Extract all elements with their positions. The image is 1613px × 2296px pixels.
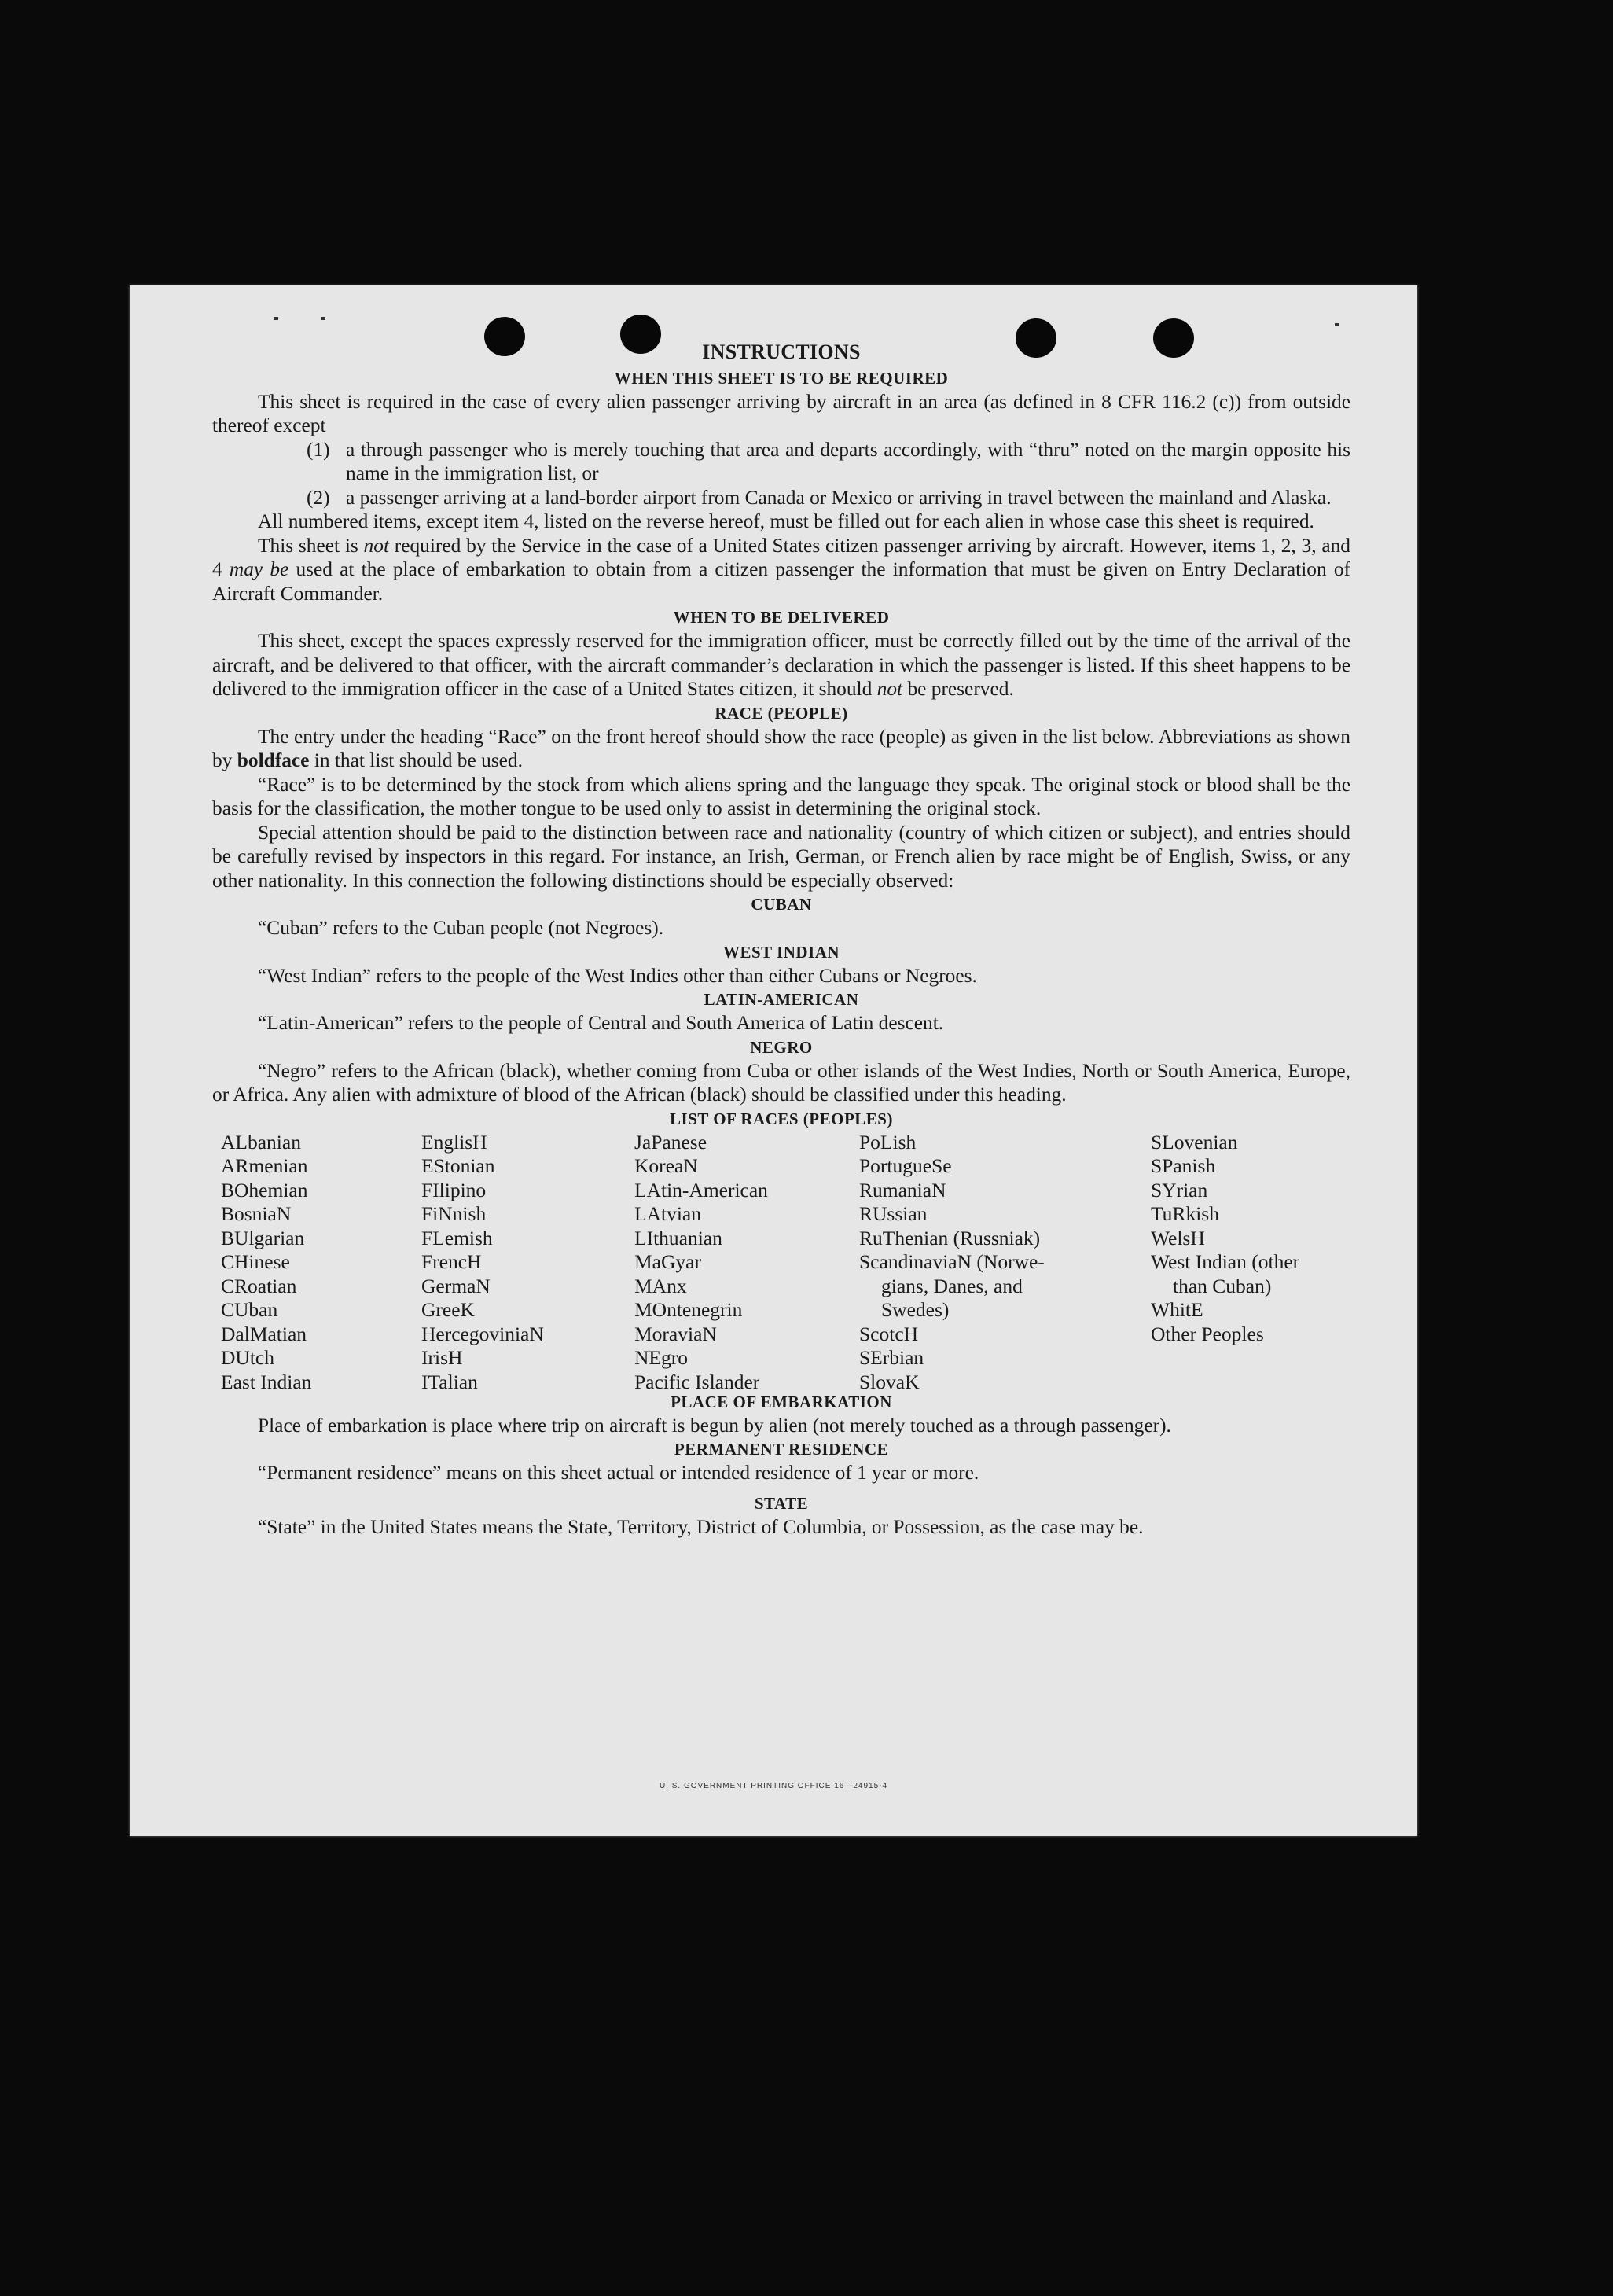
race-entry: FiNnish (421, 1202, 487, 1225)
race-entry: Other Peoples (1151, 1322, 1264, 1345)
section-heading: PLACE OF EMBARKATION (671, 1392, 892, 1411)
item-number: (2) (307, 486, 330, 509)
races-column (221, 1131, 311, 1395)
paragraph: “Permanent residence” means on this sheet actual or intended residence of 1 year or more. (258, 1462, 979, 1484)
race-entry: MaGyar (634, 1250, 701, 1273)
paragraph: “State” in the United States means the State, Territory, District of Columbia, or Possession, as the case may be. (258, 1515, 1144, 1538)
races-column (1151, 1131, 1299, 1347)
race-entry: ScotcH (859, 1322, 919, 1345)
paragraph: This sheet is required in the case of every alien passenger arriving by aircraft in an area (as defined in 8 CFR 116.2 (c)) from outside thereof except (212, 390, 1350, 436)
text-run: This sheet is (258, 534, 364, 557)
section-heading: RACE (PEOPLE) (715, 703, 848, 723)
race-entry: IrisH (421, 1346, 463, 1369)
race-entry: RUssian (859, 1202, 928, 1225)
race-entry: KoreaN (634, 1154, 698, 1177)
paragraph: “Race” is to be determined by the stock from which aliens spring and the language they speak. The original stock or blood shall be the basis for the classification, the mother tongue to be used only to assist in determining the original stock. (212, 773, 1350, 819)
race-entry: BOhemian (221, 1178, 308, 1201)
race-entry: than Cuban) (1173, 1274, 1272, 1297)
race-entry: RumaniaN (859, 1178, 946, 1201)
race-entry: MAnx (634, 1274, 687, 1297)
race-entry: SlovaK (859, 1370, 920, 1393)
race-entry: FrencH (421, 1250, 482, 1273)
races-column (634, 1131, 768, 1395)
instructions-body (212, 340, 1350, 1539)
race-entry: WhitE (1151, 1298, 1203, 1321)
emphasis: may be (229, 558, 289, 580)
race-entry: BUlgarian (221, 1226, 305, 1249)
paragraph: “West Indian” refers to the people of the West Indies other than either Cubans or Negroes. (258, 964, 977, 987)
list-item (212, 486, 1350, 510)
race-entry: MOntenegrin (634, 1298, 743, 1321)
race-entry: ALbanian (221, 1130, 301, 1154)
race-entry: GreeK (421, 1298, 475, 1321)
paragraph (212, 725, 1350, 773)
races-column (421, 1131, 544, 1395)
race-entry: DUtch (221, 1346, 274, 1369)
race-entry: WelsH (1151, 1226, 1205, 1249)
paragraph: “Negro” refers to the African (black), whether coming from Cuba or other islands of the West Indies, North or South America, Europe, or Africa. Any alien with admixture of blood of the African (black) should be classified under this heading. (212, 1059, 1350, 1106)
race-entry: TuRkish (1151, 1202, 1219, 1225)
paragraph: Place of embarkation is place where trip on aircraft is begun by alien (not merely touched as a through passenger). (258, 1414, 1171, 1437)
text-run: required by the Service in the case of a United States citizen passenger arriving by aircraft. However, items 1, 2, 3, and 4 (212, 534, 1350, 580)
race-entry: GermaN (421, 1274, 491, 1297)
section-heading: WEST INDIAN (722, 942, 840, 962)
page-title: INSTRUCTIONS (702, 340, 861, 363)
text-run: in that list should be used. (309, 749, 523, 771)
race-entry: RuThenian (Russniak) (859, 1226, 1041, 1249)
race-entry: BosniaN (221, 1202, 292, 1225)
race-entry: LAtin-American (634, 1178, 768, 1201)
race-entry: SErbian (859, 1346, 924, 1369)
races-list (212, 1130, 1350, 1393)
item-number: (1) (307, 438, 330, 461)
race-entry: ARmenian (221, 1154, 308, 1177)
emphasis: not (876, 678, 903, 700)
race-entry: CUban (221, 1298, 278, 1321)
print-mark (274, 317, 278, 320)
text-run: used at the place of embarkation to obtain from a citizen passenger the information that must be given on Entry Declaration of Aircraft Commander. (212, 558, 1350, 605)
race-entry: PortugueSe (859, 1154, 952, 1177)
race-entry: HercegoviniaN (421, 1322, 544, 1345)
race-entry: FIlipino (421, 1178, 487, 1201)
race-entry: JaPanese (634, 1130, 707, 1154)
race-entry: CHinese (221, 1250, 290, 1273)
race-entry: SPanish (1151, 1154, 1216, 1177)
text-run: The entry under the heading “Race” on the front hereof should show the race (people) as given in the list below. Abbreviations as shown by (212, 725, 1350, 771)
print-mark (321, 317, 325, 320)
race-entry: SYrian (1151, 1178, 1208, 1201)
race-entry: CRoatian (221, 1274, 297, 1297)
paragraph (212, 534, 1350, 606)
section-heading: NEGRO (750, 1037, 813, 1057)
paragraph: “Cuban” refers to the Cuban people (not Negroes). (258, 917, 664, 939)
section-heading: WHEN THIS SHEET IS TO BE REQUIRED (614, 368, 949, 388)
race-entry: MoraviaN (634, 1322, 717, 1345)
race-entry: LIthuanian (634, 1226, 722, 1249)
list-item (212, 438, 1350, 486)
race-entry: Pacific Islander (634, 1370, 760, 1393)
race-entry: PoLish (859, 1130, 917, 1154)
race-entry: FLemish (421, 1226, 493, 1249)
race-entry: NEgro (634, 1346, 688, 1369)
section-heading: WHEN TO BE DELIVERED (673, 608, 890, 627)
race-entry: LAtvian (634, 1202, 701, 1225)
race-entry: gians, Danes, and (881, 1274, 1023, 1297)
paragraph: All numbered items, except item 4, listed on the reverse hereof, must be filled out for each alien in whose case this sheet is required. (258, 510, 1314, 532)
text-run: This sheet, except the spaces expressly reserved for the immigration officer, must be correctly filled out by the time of the arrival of the aircraft, and be delivered to that officer, with the aircraft commander’s declaration in which the passenger is listed. If this sheet happens to be delivered to the immigration officer in the case of a United States citizen, it should (212, 630, 1350, 700)
emphasis: not (363, 534, 389, 557)
section-heading: CUBAN (751, 895, 812, 914)
printer-imprint: U. S. GOVERNMENT PRINTING OFFICE 16—24915-4 (659, 1782, 888, 1790)
text-run: be preserved. (902, 678, 1014, 700)
paragraph: Special attention should be paid to the distinction between race and nationality (country of which citizen or subject), and entries should be carefully revised by inspectors in this regard. For instance, an Irish, German, or French alien by race might be of English, Swiss, or any other nationality. In this connection the following distinctions should be especially observed: (212, 821, 1350, 892)
document-sheet (130, 285, 1417, 1836)
print-mark (1335, 323, 1339, 326)
paragraph (212, 629, 1350, 701)
section-heading: STATE (754, 1493, 809, 1513)
race-entry: West Indian (other (1151, 1250, 1300, 1273)
race-entry: East Indian (221, 1370, 312, 1393)
races-column (859, 1131, 1045, 1395)
item-text: a passenger arriving at a land-border airport from Canada or Mexico or arriving in travel between the mainland and Alaska. (346, 486, 1332, 509)
paragraph: “Latin-American” refers to the people of Central and South America of Latin descent. (258, 1012, 944, 1034)
section-heading: PERMANENT RESIDENCE (674, 1440, 889, 1459)
race-entry: Swedes) (881, 1298, 950, 1321)
race-entry: SLovenian (1151, 1130, 1238, 1154)
bold-text: boldface (237, 749, 310, 771)
race-entry: ScandinaviaN (Norwe- (859, 1250, 1045, 1273)
race-entry: ITalian (421, 1370, 478, 1393)
section-heading: LIST OF RACES (PEOPLES) (670, 1109, 893, 1128)
item-text: a through passenger who is merely touching that area and departs accordingly, with “thru” noted on the margin opposite his name in the immigration list, or (346, 438, 1350, 484)
race-entry: EStonian (421, 1154, 495, 1177)
section-heading: LATIN-AMERICAN (704, 990, 859, 1009)
race-entry: EnglisH (421, 1130, 487, 1154)
race-entry: DalMatian (221, 1322, 307, 1345)
